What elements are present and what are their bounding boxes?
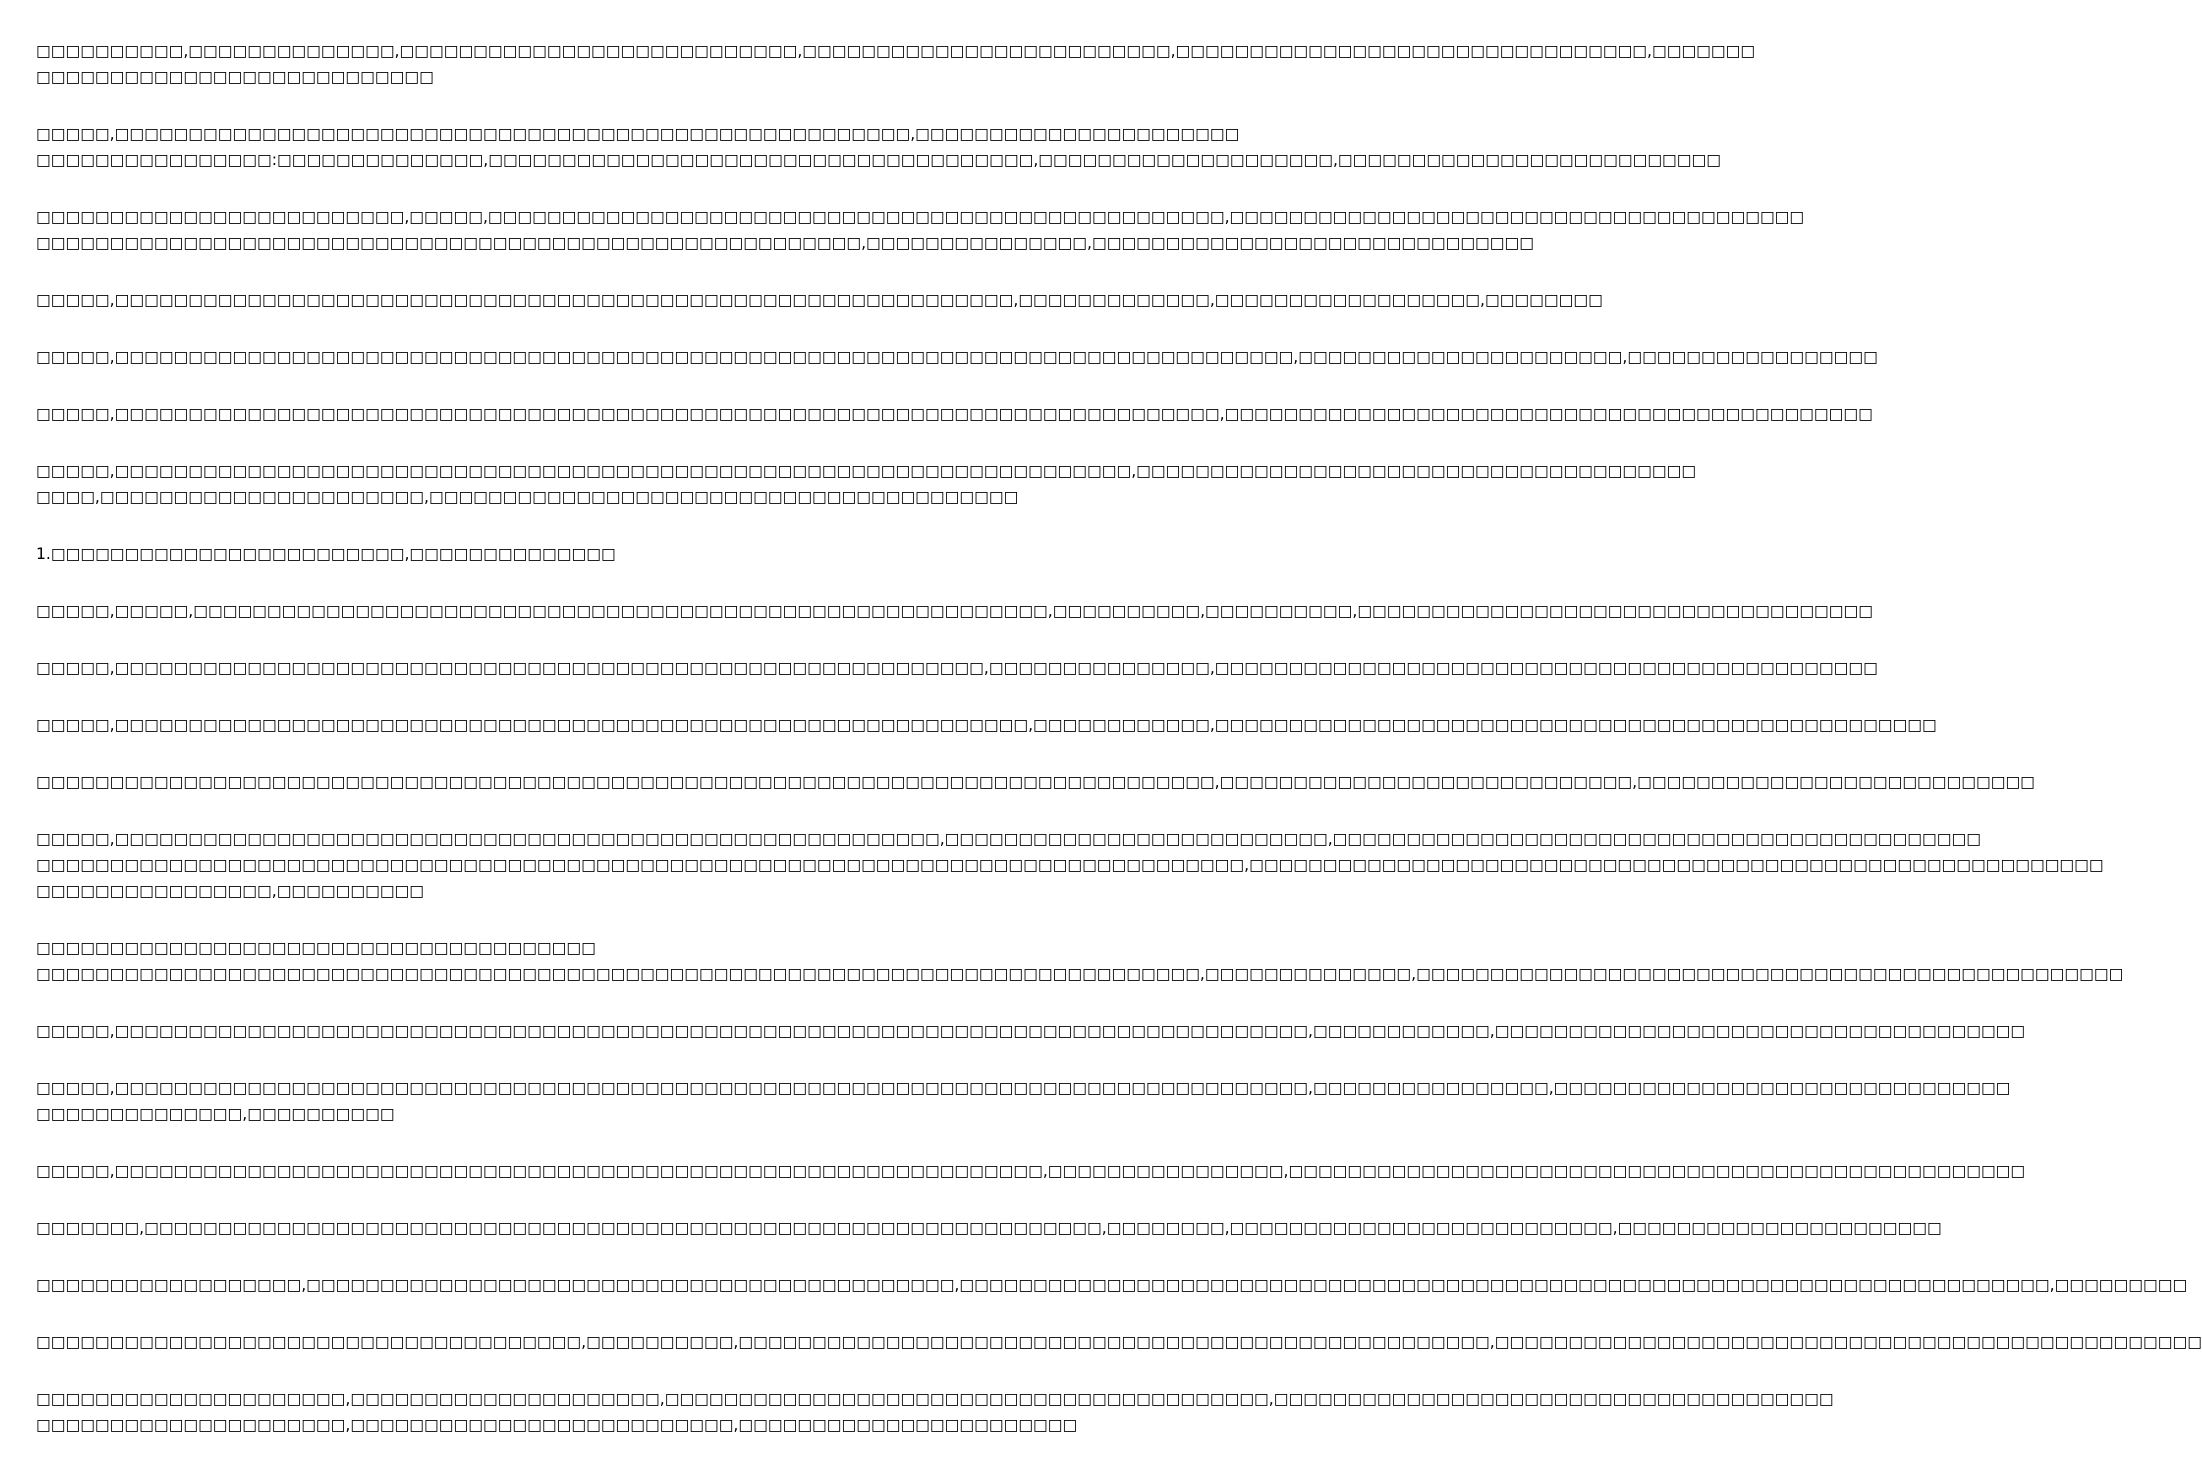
paragraph-3: □□□□□□□□□□□□□□□□□□□□□□□□□,□□□□□,□□□□□□□□□□□□□□□□□□□□□□□□□□□□□□□□□□□□□□□□□□□□□□□□□□,□□□□□□□□□□□□□□□□□□□□□□□□□□□□□□□□□□□□□□□ □□□□□□□□□□□□□□□□□□□□□□□□□□□□□□□□□□□□□□□□□□□□□□□□□□□□□□□□,□□□□□□□□□□□□□□□,□□□□□□□□□□□□□□□□□□□□□□□□□□□□□□	[36, 208, 1805, 252]
paragraph-16: □□□□□,□□□□□□□□□□□□□□□□□□□□□□□□□□□□□□□□□□□□□□□□□□□□□□□□□□□□□□□□□□□□□□□,□□□□□□□□□□□□□□□□,□□□□□□□□□□□□□□□□□□□□□□□□□□□□□□□□□□□□□□□□□□□□□□□□□□	[36, 1162, 2026, 1180]
paragraph-1: □□□□□□□□□□,□□□□□□□□□□□□□□,□□□□□□□□□□□□□□□□□□□□□□□□□□□,□□□□□□□□□□□□□□□□□□□□□□□□□,□□□□□□□□□□□□□□□□□□□□□□□□□□□□□□□□,□□□□□□□ □□□□□□□□□□□□□□□□□□□□□□□□□□□	[36, 42, 1756, 86]
paragraph-15: □□□□□,□□□□□□□□□□□□□□□□□□□□□□□□□□□□□□□□□□□□□□□□□□□□□□□□□□□□□□□□□□□□□□□□□□□□□□□□□□□□□□□□□,□□□□□□□□□□□□□□□□,□□□□□□□□□□□□□□□□□□□□□□□□□□□□□□□ □□□□□□□□□□□□□□,□□□□□□□□□□	[36, 1079, 2011, 1123]
paragraph-18: □□□□□□□□□□□□□□□□□□,□□□□□□□□□□□□□□□□□□□□□□□□□□□□□□□□□□□□□□□□□□□□,□□□□□□□□□□□□□□□□□□□□□□□□□□□□□□□□□□□□□□□□□□□□□□□□□□□□□□□□□□□□□□□□□□□□□□□□□□,□□□□□□□□□	[36, 1276, 2188, 1294]
section-heading-1: 1.□□□□□□□□□□□□□□□□□□□□□□□□,□□□□□□□□□□□□□□	[36, 545, 616, 563]
paragraph-11: □□□□□□□□□□□□□□□□□□□□□□□□□□□□□□□□□□□□□□□□□□□□□□□□□□□□□□□□□□□□□□□□□□□□□□□□□□□□□□□□,□□□□□□□□□□□□□□□□□□□□□□□□□□□□,□□□□□□□□□□□□□□□□□□□□□□□□□□□	[36, 773, 2035, 791]
paragraph-9: □□□□□,□□□□□□□□□□□□□□□□□□□□□□□□□□□□□□□□□□□□□□□□□□□□□□□□□□□□□□□□□□□,□□□□□□□□□□□□□□□,□□□□□□□□□□□□□□□□□□□□□□□□□□□□□□□□□□□□□□□□□□□□□	[36, 659, 1878, 677]
paragraph-19: □□□□□□□□□□□□□□□□□□□□□□□□□□□□□□□□□□□□□,□□□□□□□□□□,□□□□□□□□□□□□□□□□□□□□□□□□□□□□□□□□□□□□□□□□□□□□□□□□□□□,□□□□□□□□□□□□□□□□□□□□□□□□□□□□□□□□□□□□□□□□□□□□□□□□	[36, 1333, 2202, 1351]
paragraph-7: □□□□□,□□□□□□□□□□□□□□□□□□□□□□□□□□□□□□□□□□□□□□□□□□□□□□□□□□□□□□□□□□□□□□□□□□□□□,□□□□□□□□□□□□□□□□□□□□□□□□□□□□□□□□□□□□□□ □□□□,□□□□□□□□□□□□□□□□□□□□□□,□□□□□□□□□□□□□□□□□□□□□□□□□□□□□□□□□□□□□□□□	[36, 462, 1697, 506]
paragraph-4: □□□□□,□□□□□□□□□□□□□□□□□□□□□□□□□□□□□□□□□□□□□□□□□□□□□□□□□□□□□□□□□□□□□,□□□□□□□□□□□□□,□□□□□□□□□□□□□□□□□□,□□□□□□□□	[36, 291, 1603, 309]
document-body	[36, 38, 2202, 1469]
paragraph-8: □□□□□,□□□□□,□□□□□□□□□□□□□□□□□□□□□□□□□□□□□□□□□□□□□□□□□□□□□□□□□□□□□□□□□□,□□□□□□□□□□,□□□□□□□□□□,□□□□□□□□□□□□□□□□□□□□□□□□□□□□□□□□□□□	[36, 602, 1873, 620]
paragraph-14: □□□□□,□□□□□□□□□□□□□□□□□□□□□□□□□□□□□□□□□□□□□□□□□□□□□□□□□□□□□□□□□□□□□□□□□□□□□□□□□□□□□□□□□,□□□□□□□□□□□□,□□□□□□□□□□□□□□□□□□□□□□□□□□□□□□□□□□□□	[36, 1022, 2026, 1040]
paragraph-6: □□□□□,□□□□□□□□□□□□□□□□□□□□□□□□□□□□□□□□□□□□□□□□□□□□□□□□□□□□□□□□□□□□□□□□□□□□□□□□□□□,□□□□□□□□□□□□□□□□□□□□□□□□□□□□□□□□□□□□□□□□□□□□	[36, 405, 1873, 423]
paragraph-12: □□□□□,□□□□□□□□□□□□□□□□□□□□□□□□□□□□□□□□□□□□□□□□□□□□□□□□□□□□□□□□,□□□□□□□□□□□□□□□□□□□□□□□□□□,□□□□□□□□□□□□□□□□□□□□□□□□□□□□□□□□□□□□□□□□□□□□ □□□□□□□□□□□□□□□□□□□□□□□□□□□□□□□□□□□□□□□□□□□□□□□□□□□□□□□□□□□□□□□□□□□□□□□□□□□□□□□□□□,□□□□□□□□□□□□□□□□□□□□□□□□□□□□□□□□□□□□□□□□□□□□□□□□□□□□□□□□□□ □□□□□□□□□□□□□□□□,□□□□□□□□□□	[36, 830, 2104, 900]
paragraph-13: □□□□□□□□□□□□□□□□□□□□□□□□□□□□□□□□□□□□□□ □□□□□□□□□□□□□□□□□□□□□□□□□□□□□□□□□□□□□□□□□□□□□□□□□□□□□□□□□□□□□□□□□□□□□□□□□□□□□□□,□□□□□□□□□□□□□□,□□□□□□□□□□□□□□□□□□□□□□□□□□□□□□□□□□□□□□□□□□□□□□□□	[36, 939, 2124, 983]
paragraph-5: □□□□□,□□□□□□□□□□□□□□□□□□□□□□□□□□□□□□□□□□□□□□□□□□□□□□□□□□□□□□□□□□□□□□□□□□□□□□□□□□□□□□□□,□□□□□□□□□□□□□□□□□□□□□□,□□□□□□□□□□□□□□□□□	[36, 348, 1878, 366]
paragraph-10: □□□□□,□□□□□□□□□□□□□□□□□□□□□□□□□□□□□□□□□□□□□□□□□□□□□□□□□□□□□□□□□□□□□□,□□□□□□□□□□□□,□□□□□□□□□□□□□□□□□□□□□□□□□□□□□□□□□□□□□□□□□□□□□□□□□	[36, 716, 1937, 734]
paragraph-20: □□□□□□□□□□□□□□□□□□□□□,□□□□□□□□□□□□□□□□□□□□□,□□□□□□□□□□□□□□□□□□□□□□□□□□□□□□□□□□□□□□□□□,□□□□□□□□□□□□□□□□□□□□□□□□□□□□□□□□□□□□□□ □□□□□□□□□□□□□□□□□□□□□,□□□□□□□□□□□□□□□□□□□□□□□□□□,□□□□□□□□□□□□□□□□□□□□□□□	[36, 1390, 1834, 1434]
paragraph-17: □□□□□□□,□□□□□□□□□□□□□□□□□□□□□□□□□□□□□□□□□□□□□□□□□□□□□□□□□□□□□□□□□□□□□□□□□,□□□□□□□□,□□□□□□□□□□□□□□□□□□□□□□□□□□,□□□□□□□□□□□□□□□□□□□□□□	[36, 1219, 1942, 1237]
paragraph-2: □□□□□,□□□□□□□□□□□□□□□□□□□□□□□□□□□□□□□□□□□□□□□□□□□□□□□□□□□□□□,□□□□□□□□□□□□□□□□□□□□□□ □□□□□□□□□□□□□□□□:□□□□□□□□□□□□□□,□□□□□□□□□□□□□□□□□□□□□□□□□□□□□□□□□□□□□,□□□□□□□□□□□□□□□□□□□□,□□□□□□□□□□□□□□□□□□□□□□□□□□	[36, 125, 1721, 169]
